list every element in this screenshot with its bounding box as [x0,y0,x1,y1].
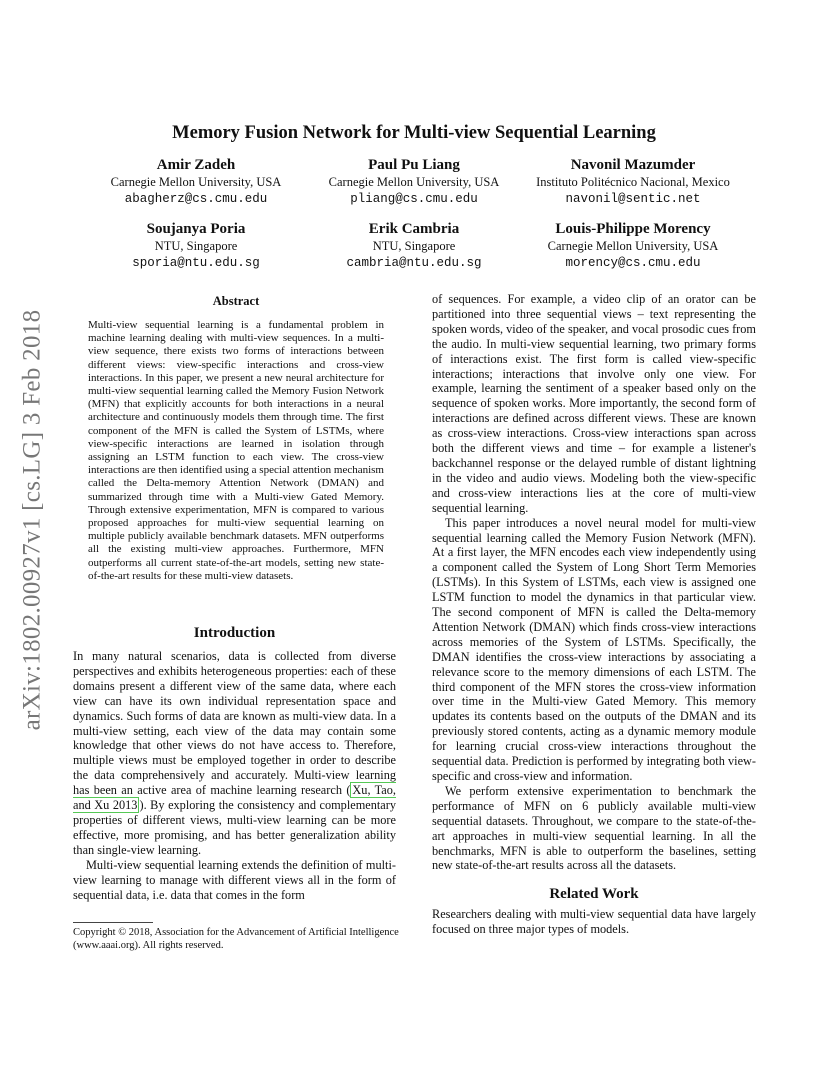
paragraph-text: ). By exploring the consistency and complementary properties of different views, multi-view learning can be more effective, more promising, and has better generalization ability than single-view learning. [73,798,396,857]
introduction-paragraph-1 [73,649,396,858]
introduction-paragraph-5: We perform extensive experimentation to benchmark the performance of MFN on 6 publicly available multi-view sequential datasets. Throughout, we compare to the state-of-the-art approaches in multi-view sequential learning. In all the benchmarks, MFN is able to outperform the baselines, setting new state-of-the-art results across all the datasets. [432,783,756,873]
author-affiliation: Carnegie Mellon University, USA [328,175,500,189]
introduction-paragraph-4: This paper introduces a novel neural model for multi-view sequential learning called the Memory Fusion Network (MFN). At a first layer, the MFN encodes each view independently using a component called the System of Long Short Term Memories (LSTMs). In this System of LSTMs, each view is assigned one LSTM function to model the dynamics in that particular view. The second component of MFN is called the Delta-memory Attention Network (DMAN) which finds cross-view interactions across memories of the System of LSTMs. Specifically, the DMAN identifies the cross-view interactions by associating a relevance score to the memory dimensions of each LSTM. The third component of the MFN stores the cross-view information over time in the Multi-view Gated Memory. This memory updates its contents based on the outputs of the DMAN and its previously stored contents, acting as a dynamic memory module for learning crucial cross-view interactions throughout the sequential data. Prediction is performed by integrating both view-specific and cross-view and information. [432,515,756,783]
author-block-5 [289,220,539,272]
abstract-section [88,294,384,583]
related-work-heading: Related Work [549,886,639,903]
introduction-paragraph-3: of sequences. For example, a video clip of an orator can be partitioned into three sequential views – text representing the spoken words, video of the speaker, and vocal prosodic cues from the audio. In multi-view sequential learning, two primary forms of interactions exist. The first form is called view-specific interactions; interactions that involve only one view. For example, learning the sentiment of a speaker based only on the sequence of spoken works. More importantly, the second form of interactions are defined across different views. These are known as cross-view interactions. Cross-view interactions span across both the different views and time – for example a listener's backchannel response or the delayed rumble of distant lightning in the video and audio views. Modeling both the view-specific and cross-view interactions lies at the core of multi-view sequential learning. [432,292,756,515]
author-name: Soujanya Poria [146,221,246,237]
abstract-text: Multi-view sequential learning is a fundamental problem in machine learning dealing with multi-view sequences. In a multi-view sequence, there exists two forms of interactions between different views: view-specific interactions and cross-view interactions. In this paper, we present a new neural architecture for multi-view sequential learning called the Memory Fusion Network (MFN) that explicitly accounts for both interactions in a neural architecture and continuously models them through time. The first component of the MFN is called the System of LSTMs, where view-specific interactions are learned in isolation through assigning an LSTM function to each view. The cross-view interactions are then identified using a special attention mechanism called the Delta-memory Attention Network (DMAN) and summarized through time with a Multi-view Gated Memory. Through extensive experimentation, MFN is compared to various proposed approaches for multi-view sequential learning on multiple publicly available benchmark datasets. MFN outperforms all the existing multi-view approaches. Furthermore, MFN outperforms all current state-of-the-art models, setting new state-of-the-art results for these multi-view datasets. [88,319,384,582]
author-block-2 [289,156,539,208]
author-affiliation: NTU, Singapore [154,239,238,253]
author-name: Navonil Mazumder [570,157,696,173]
citation-link[interactable]: Xu, Tao, and Xu 2013 [73,783,396,813]
author-block-4 [71,220,321,272]
footnote-divider [73,922,153,923]
abstract-heading: Abstract [212,294,260,308]
author-affiliation: NTU, Singapore [372,239,456,253]
paper-title: Memory Fusion Network for Multi-view Sequential Learning [172,123,656,143]
author-block-1 [71,156,321,208]
author-name: Erik Cambria [368,221,460,237]
paragraph-text: In many natural scenarios, data is collected from diverse perspectives and exhibits heterogeneous properties: each of these domains present a different view of the same data, where each view can have its own individual representation space and dynamics. Such forms of data are known as multi-view data. In a multi-view setting, each view of the data may contain some knowledge that other views do not have access to. Therefore, multiple views must be employed together in order to describe the data comprehensively and accurately. Multi-view learning has been an active area of machine learning research ( [73,649,396,798]
author-email: morency@cs.cmu.edu [565,256,701,270]
introduction-paragraph-2: Multi-view sequential learning extends the definition of multi-view learning to manage with different views all in the form of sequential data, i.e. data that comes in the form [73,857,396,902]
author-block-3 [508,156,758,208]
author-affiliation: Instituto Politécnico Nacional, Mexico [536,175,730,189]
author-email: sporia@ntu.edu.sg [132,256,260,270]
arxiv-identifier-stamp [16,295,48,745]
related-work-paragraph-1: Researchers dealing with multi-view sequential data have largely focused on three major types of models. [432,907,756,937]
right-column [432,292,756,937]
author-email: abagherz@cs.cmu.edu [124,192,268,206]
author-name: Amir Zadeh [156,157,236,173]
copyright-footnote: Copyright © 2018, Association for the Advancement of Artificial Intelligence (www.aaai.org). All rights reserved. [73,927,399,951]
author-email: pliang@cs.cmu.edu [350,192,478,206]
author-affiliation: Carnegie Mellon University, USA [547,239,719,253]
author-name: Paul Pu Liang [368,157,460,173]
introduction-section [73,624,396,902]
author-name: Louis-Philippe Morency [555,221,711,237]
author-email: cambria@ntu.edu.sg [346,256,482,270]
author-block-6 [508,220,758,272]
author-affiliation: Carnegie Mellon University, USA [110,175,282,189]
arxiv-identifier-text: arXiv:1802.00927v1 [cs.LG] 3 Feb 2018 [18,309,45,731]
introduction-heading: Introduction [193,625,276,641]
author-email: navonil@sentic.net [565,192,701,206]
